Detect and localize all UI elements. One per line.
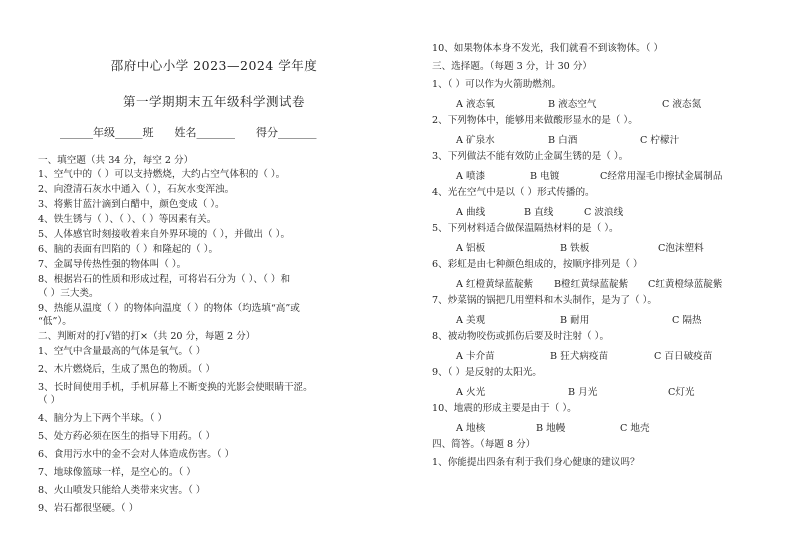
exam-title: 第一学期期末五年级科学测试卷 [122,94,305,109]
short-answer-heading: 四、简答。（每题 8 分） [432,439,536,450]
fill-in-heading: 一、填空题（共 34 分，每空 2 分） [38,155,194,166]
judge-item: 9、岩石都很坚硬。（ ） [38,503,139,514]
choice-option: B 铁板 [560,243,590,254]
choice-option: B 月光 [568,387,598,398]
fill-in-item: 9、热能从温度（ ）的物体向温度（ ）的物体（均选填“高”或 [38,303,300,314]
choice-option: C 波浪线 [584,207,624,218]
choice-option: C 柠檬汁 [640,135,680,146]
choice-question: 10、地震的形成主要是由于（ ）。 [432,403,577,414]
fill-in-item: 8、根据岩石的性质和形成过程，可将岩石分为（ ）、（ ）和 [38,274,291,285]
choice-question: 6、彩虹是由七种颜色组成的，按顺序排列是（ ） [432,259,643,270]
choice-option: B 直线 [524,207,554,218]
judge-item: 4、脑分为上下两个半球。（ ） [38,413,168,424]
choice-option: A 曲线 [456,207,486,218]
choice-option: B橙红黄绿蓝靛紫 [554,279,629,290]
choice-option: C红黄橙绿蓝靛紫 [648,279,723,290]
choice-option: C 百日破疫苗 [654,351,713,362]
choice-option: A 地核 [456,423,486,434]
fill-in-item: 1、空气中的（ ）可以支持燃烧，大约占空气体积的（ ）。 [38,169,286,180]
choice-question: 5、下列材料适合做保温隔热材料的是（ ）。 [432,223,619,234]
choice-option: B 耐用 [560,315,590,326]
choice-option: C 液态氮 [662,99,702,110]
choice-option: A 矿泉水 [456,135,495,146]
choice-option: A 喷漆 [456,171,486,182]
choice-question: 4、光在空气中是以（ ）形式传播的。 [432,187,595,198]
fill-in-item: 3、将紫甘蓝汁滴到白醋中，颜色变成（ ）。 [38,199,225,210]
choice-question: 8、被动物咬伤或抓伤后要及时注射（ ）。 [432,331,610,342]
choice-option: B 白酒 [548,135,578,146]
judge-item: 6、食用污水中的金不会对人体造成伤害。（ ） [38,449,235,460]
judge-heading: 二、判断对的打√错的打×（共 20 分，每题 2 分） [38,331,256,342]
judge-item: 2、木片燃烧后，生成了黑色的物质。（ ） [38,364,216,375]
choice-option: B 电镀 [530,171,560,182]
judge-item: （ ） [38,395,61,406]
judge-item: 7、地球像篮球一样，是空心的。（ ） [38,467,196,478]
student-info-line: ______年级_____班 姓名_______ 得分_______ [60,126,317,139]
fill-in-item: 6、脑的表面有凹陷的（ ）和隆起的（ ）。 [38,244,219,255]
choice-option: B 狂犬病疫苗 [550,351,609,362]
choice-option: B 液态空气 [548,99,597,110]
choice-option: A 液态氧 [456,99,495,110]
choice-option: A 铝板 [456,243,486,254]
choice-question: 2、下列物体中，能够用来做酸形显水的是（ ）。 [432,115,638,126]
fill-in-item: （ ）三大类。 [38,288,99,299]
judge-item: 5、处方药必须在医生的指导下用药。（ ） [38,431,216,442]
judge-item: 1、空气中含量最高的气体是氧气。（ ） [38,346,206,357]
fill-in-item: “低”）。 [38,316,72,327]
fill-in-item: 4、铁生锈与（ ）、（ ）、（ ）等因素有关。 [38,214,217,225]
choice-option: A 美观 [456,315,486,326]
choice-option: C灯光 [668,387,695,398]
judge-item: 10、如果物体本身不发光，我们就看不到该物体。（ ） [432,43,664,54]
short-answer-item: 1、你能提出四条有利于我们身心健康的建议吗？ [432,457,640,468]
judge-item: 3、长时间使用手机，手机屏幕上不断变换的光影会使眼睛干涩。 [38,382,313,393]
choice-option: A 红橙黄绿蓝靛紫 [456,279,534,290]
choice-option: C 地壳 [620,423,650,434]
choice-heading: 三、选择题。（每题 3 分，计 30 分） [432,61,593,72]
choice-option: A 火光 [456,387,486,398]
choice-option: A 卡介苗 [456,351,495,362]
school-year-title: 邵府中心小学 2023—2024 学年度 [110,58,318,73]
choice-option: C经常用湿毛巾擦拭金属制品 [600,171,723,182]
judge-item: 8、火山喷发只能给人类带来灾害。（ ） [38,485,206,496]
choice-option: C泡沫塑料 [658,243,704,254]
fill-in-item: 5、人体感官时刻接收着来自外界环境的（ ），并做出（ ）。 [38,229,291,240]
choice-question: 1、（ ）可以作为火箭助燃剂。 [432,79,562,90]
fill-in-item: 2、向澄清石灰水中通入（ ），石灰水变浑浊。 [38,184,235,195]
choice-option: B 地幔 [536,423,566,434]
fill-in-item: 7、金属导传热性强的物体叫（ ）。 [38,259,187,270]
choice-question: 3、下列做法不能有效防止金属生锈的是（ ）。 [432,151,629,162]
choice-question: 7、炒菜锅的锅把几用塑料和木头制作，是为了（ ）。 [432,295,658,306]
choice-option: C 隔热 [672,315,702,326]
choice-question: 9、（ ）是反射的太阳光。 [432,367,542,378]
